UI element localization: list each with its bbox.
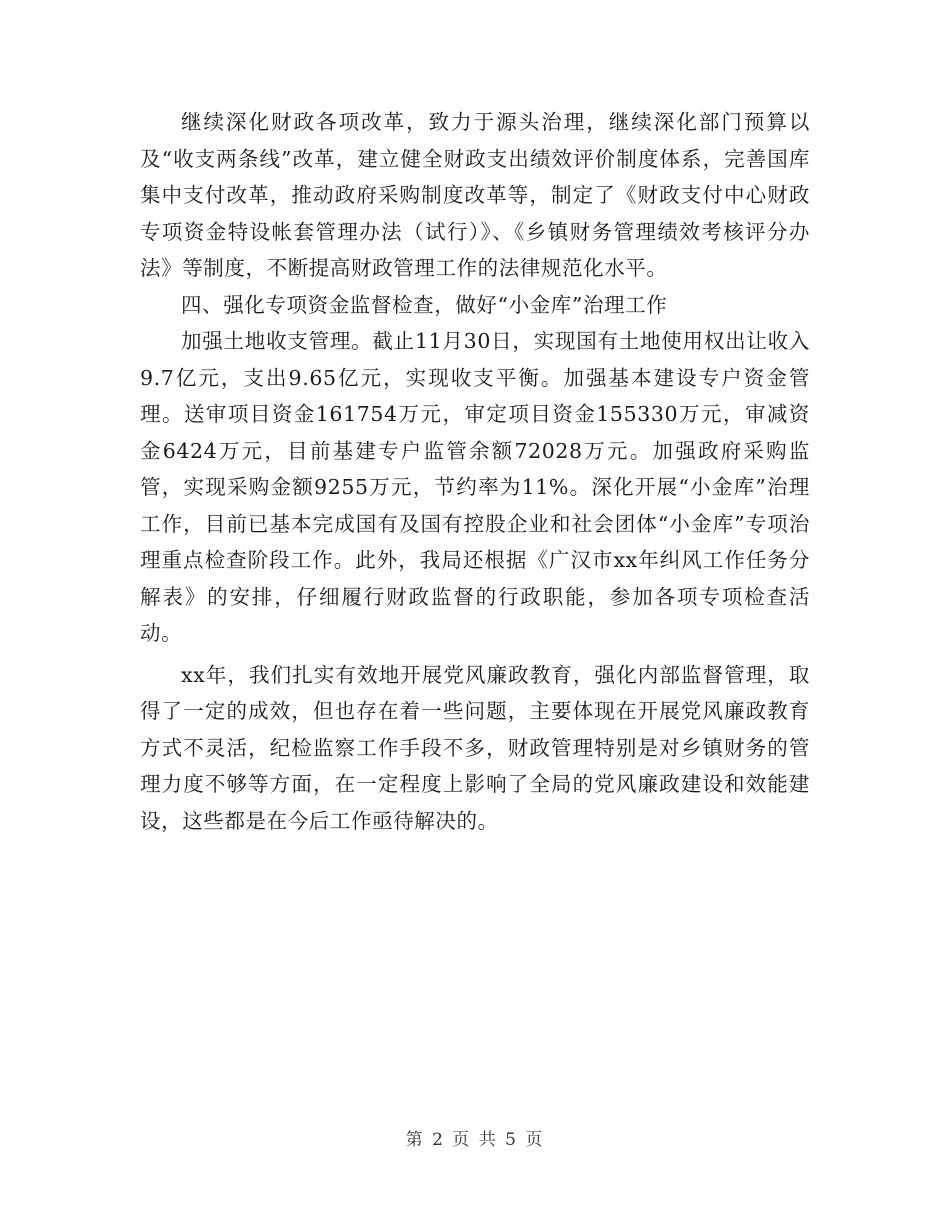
paragraph-reform: 继续深化财政各项改革，致力于源头治理，继续深化部门预算以及“收支两条线”改革，建立健全财政支出绩效评价制度体系，完善国库集中支付改革，推动政府采购制度改革等，制定了《财政支付中心财政专项资金特设帐套管理办法（试行）》、《乡镇财务管理绩效考核评分办法》等制度，不断提高财政管理工作的法律规范化水平。 xyxy=(140,110,810,280)
document-body xyxy=(140,104,810,839)
paragraph-issues: xx年，我们扎实有效地开展党风廉政教育，强化内部监督管理，取得了一定的成效，但也存在着一些问题，主要体现在开展党风廉政教育方式不灵活，纪检监察工作手段不多，财政管理特别是对乡镇财务的管理力度不够等方面，在一定程度上影响了全局的党风廉政建设和效能建设，这些都是在今后工作亟待解决的。 xyxy=(140,662,810,833)
section-heading-special-funds: 四、强化专项资金监督检查，做好“小金库”治理工作 xyxy=(181,292,668,317)
page-number-footer: 第 2 页 共 5 页 xyxy=(405,1130,545,1150)
paragraph-land-revenue: 加强土地收支管理。截止11月30日，实现国有土地使用权出让收入9.7亿元，支出9.65亿元，实现收支平衡。加强基本建设专户资金管理。送审项目资金161754万元，审定项目资金155330万元，审减资金6424万元，目前基建专户监管余额72028万元。加强政府采购监管，实现采购金额9255万元，节约率为11%。深化开展“小金库”治理工作，目前已基本完成国有及国有控股企业和社会团体“小金库”专项治理重点检查阶段工作。此外，我局还根据《广汉市xx年纠风工作任务分解表》的安排，仔细履行财政监督的行政职能，参加各项专项检查活动。 xyxy=(140,329,810,645)
